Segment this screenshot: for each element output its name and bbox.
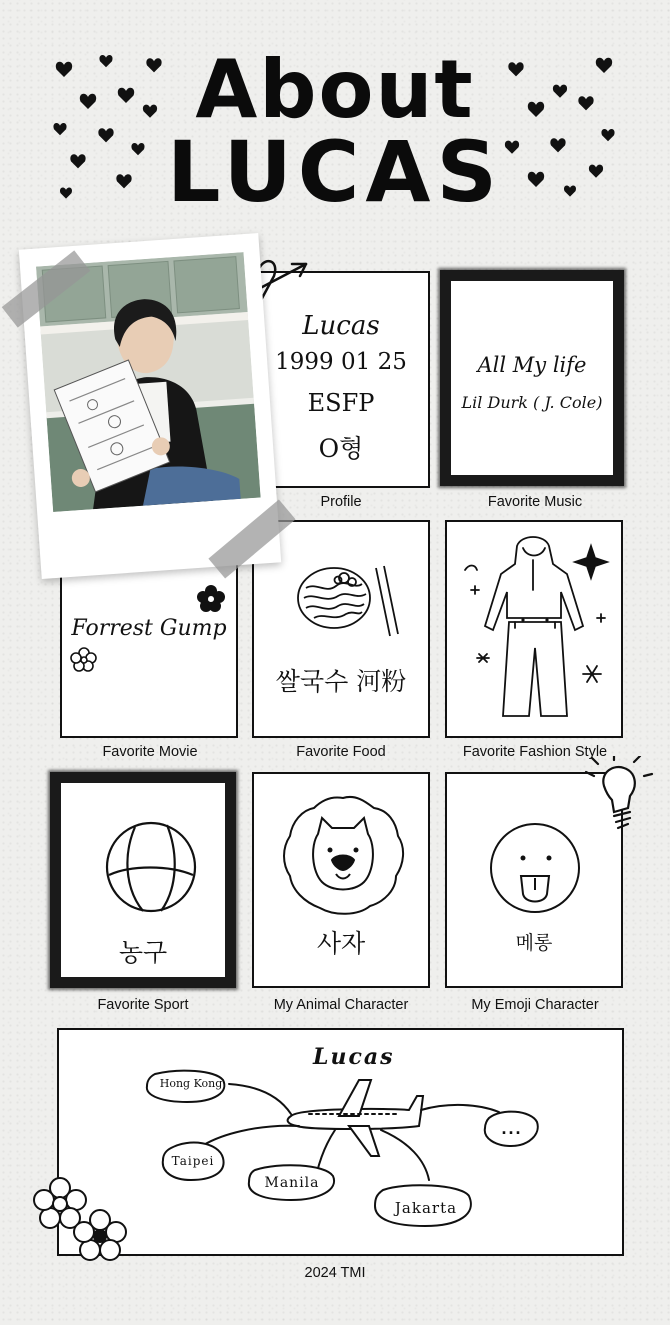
map-place-taipei: Taipei [171,1154,215,1168]
map-place-unknown: ... [501,1118,523,1138]
profile-mbti: ESFP [307,389,375,417]
map-place-jakarta: Jakarta [394,1199,458,1217]
travel-map-doodle [59,1030,624,1256]
basketball-icon [103,819,199,915]
emoji-name: 메롱 [515,932,553,954]
hearts-right-icon [500,50,620,200]
flower-black-icon [196,584,226,614]
map-title: Lucas [313,1044,395,1070]
title-line-1: About [195,43,475,136]
map-caption: 2024 TMI [304,1265,366,1281]
fashion-card [445,520,623,738]
animal-card [252,772,430,988]
music-card [440,270,624,486]
sport-card [50,772,236,988]
animal-caption: My Animal Character [273,997,409,1013]
lightbulb-icon [584,756,654,840]
map-card [57,1028,624,1256]
noodle-bowl-icon [292,562,402,642]
fashion-caption: Favorite Fashion Style [462,744,608,760]
profile-blood: O형 [318,434,364,463]
lion-icon [278,790,408,920]
food-name: 쌀국수 河粉 [275,667,407,696]
profile-caption: Profile [320,494,362,510]
movie-caption: Favorite Movie [102,744,198,760]
music-artist: Lil Durk ( J. Cole) [461,393,603,412]
animal-name: 사자 [316,929,366,958]
movie-title: Forrest Gump [71,616,227,641]
flower-icon [70,646,98,674]
photo-image [36,252,261,512]
sport-caption: Favorite Sport [97,997,189,1013]
music-song: All My life [477,353,587,377]
hearts-left-icon [50,50,170,200]
music-caption: Favorite Music [487,494,583,510]
profile-birth: 1999 01 25 [275,349,407,375]
profile-name: Lucas [302,311,380,341]
sport-name: 농구 [118,938,168,967]
flowers-icon [30,1176,130,1268]
map-place-hong-kong: Hong Kong [159,1077,223,1090]
tongue-emoji-icon [487,820,587,920]
emoji-caption: My Emoji Character [471,997,599,1013]
food-caption: Favorite Food [296,744,386,760]
map-place-manila: Manila [264,1175,320,1191]
title-line-2: LUCAS [167,123,503,221]
tracksuit-icon [457,530,615,730]
